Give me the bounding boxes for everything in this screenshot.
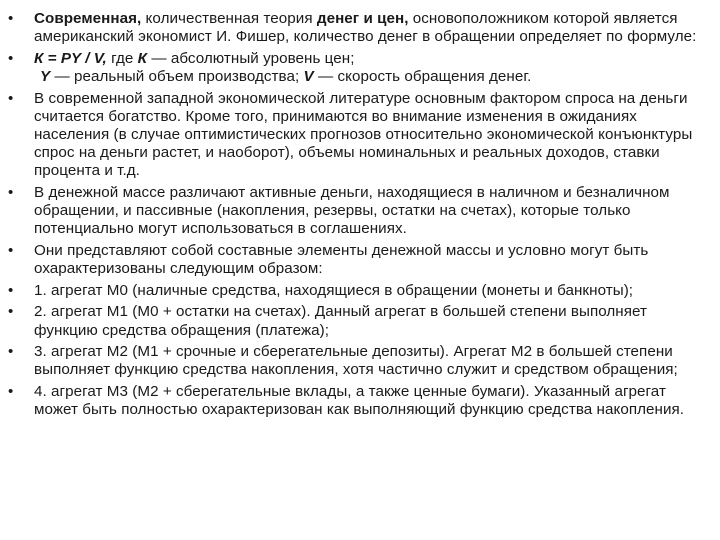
- text-segment: где: [106, 49, 138, 67]
- bullet-item-aggregate-m3: • 4. агрегат М3 (М2 + сберегательные вклады, а также ценные бумаги). Указанный агрегат может быть полностью охарактеризован как выполняющий функцию средства накопления.: [8, 383, 714, 419]
- bullet-item-quantity-theory: [8, 10, 714, 46]
- bullet-item-formula: [8, 50, 714, 86]
- bullet-item-money-supply-elements: • Они представляют собой составные элементы денежной массы и условно могут быть охарактеризованы следующим образом:: [8, 242, 714, 278]
- symbol-k: К: [137, 49, 148, 67]
- fisher-formula: К = PY / V,: [34, 49, 107, 67]
- bullet-list: [8, 10, 714, 419]
- symbol-v: V: [303, 68, 314, 85]
- formula-second-line: [34, 68, 714, 86]
- bold-term-money-prices: денег и цен,: [316, 10, 409, 27]
- bold-term-modern: Современная,: [34, 10, 142, 27]
- bullet-item-demand-factors: • В современной западной экономической литературе основным фактором спроса на деньги считается богатство. Кроме того, принимаются во внимание изменения в ожиданиях населения (в случае оптимистических прогнозов относительно экономической конъюнктуры спрос на деньги растет, и наоборот), объемы номинальных и реальных доходов, ставки процента и т.д.: [8, 90, 714, 181]
- text-segment: основоположником которой является американский экономист И. Фишер, количество денег в обращении определяет по формуле:: [34, 10, 697, 46]
- bullet-item-aggregate-m1: • 2. агрегат М1 (М0 + остатки на счетах). Данный агрегат в большей степени выполняет функцию средства обращения (платежа);: [8, 303, 714, 339]
- definition-k: — абсолютный уровень цен;: [147, 49, 355, 67]
- definition-y: — реальный объем производства;: [50, 68, 304, 85]
- definition-v: — скорость обращения денег.: [313, 68, 532, 85]
- text-segment: количественная теория: [141, 10, 317, 27]
- bullet-item-aggregate-m2: • 3. агрегат М2 (М1 + срочные и сберегательные депозиты). Агрегат М2 в большей степени выполняет функцию средства накопления, хотя частично служит и средством обращения;: [8, 343, 714, 379]
- bullet-item-active-passive-money: • В денежной массе различают активные деньги, находящиеся в наличном и безналичном обращении, и пассивные (накопления, резервы, остатки на счетах), которые только потенциально могут использоваться в соглашениях.: [8, 184, 714, 239]
- bullet-item-aggregate-m0: • 1. агрегат М0 (наличные средства, находящиеся в обращении (монеты и банкноты);: [8, 282, 714, 300]
- symbol-y: Y: [40, 68, 51, 85]
